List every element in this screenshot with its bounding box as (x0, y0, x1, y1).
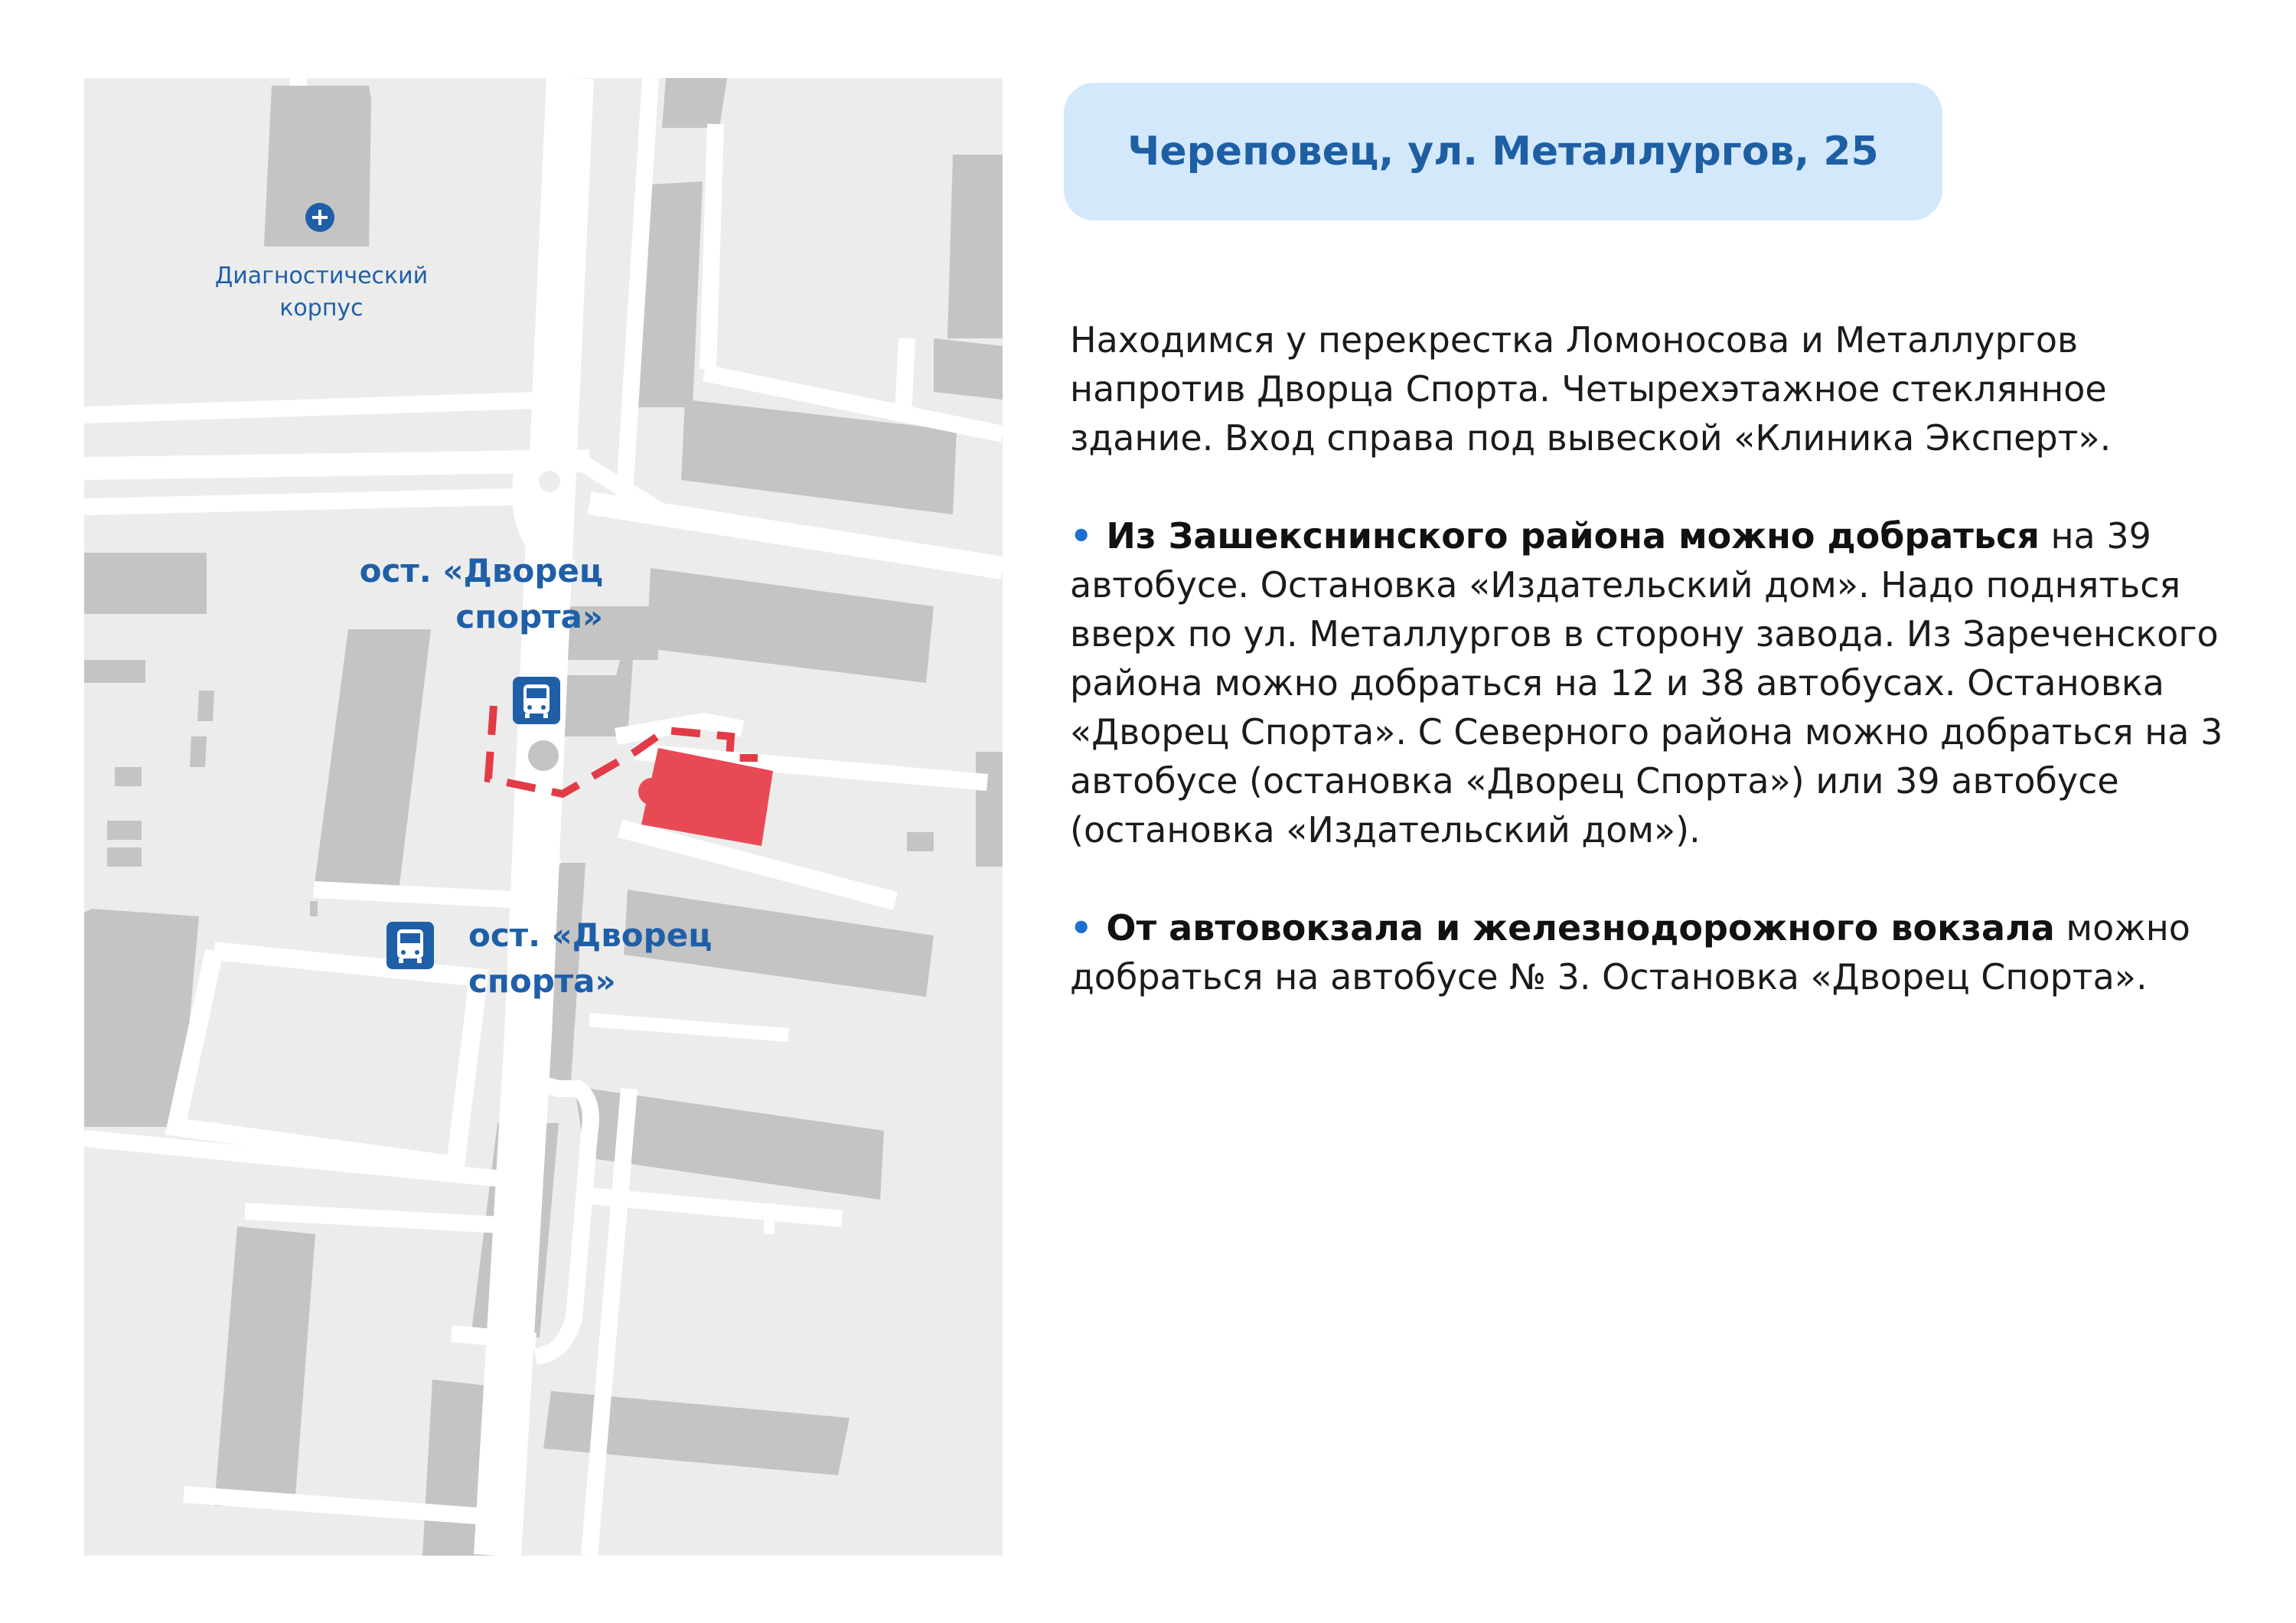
bullet-marker: • (1070, 515, 1093, 557)
address-pill (1064, 83, 1942, 220)
destination-marker (638, 778, 666, 805)
building (934, 338, 1003, 400)
stop-label-south-line2: спорта» (468, 962, 616, 1000)
bullet-marker: • (1070, 907, 1093, 949)
building (907, 832, 934, 851)
map-marker-dot (528, 740, 559, 771)
road (176, 951, 478, 1165)
bus-icon[interactable] (386, 922, 434, 969)
poi-label (214, 260, 429, 325)
road (245, 1211, 528, 1226)
building (310, 901, 318, 916)
directions-item-2-text: можно добраться на автобусе № 3. Остановка «Дворец Спорта». (1070, 907, 2190, 998)
road (84, 461, 589, 469)
directions-item-1 (1070, 511, 2249, 854)
building (190, 736, 207, 767)
building (84, 553, 207, 614)
building (947, 155, 1003, 338)
poi-label-line2: корпус (279, 295, 364, 322)
building (84, 660, 145, 683)
directions-text (1070, 315, 2249, 1050)
roundabout-island (539, 471, 560, 492)
building (115, 767, 142, 786)
building (314, 629, 431, 897)
building (197, 691, 214, 721)
building (214, 1226, 315, 1506)
address-title: Череповец, ул. Металлургов, 25 (1127, 129, 1879, 175)
road (903, 338, 907, 415)
directions-item-2-heading: От автовокзала и железнодорожного вокзала (1106, 907, 2055, 949)
road (452, 1334, 536, 1341)
road (543, 859, 559, 867)
road (314, 890, 543, 901)
stop-label-north-line1: ост. «Дворец (359, 552, 603, 589)
building (107, 821, 142, 840)
road (589, 1196, 842, 1219)
building (976, 752, 1003, 867)
medical-cross-icon[interactable] (305, 203, 334, 232)
directions-item-1-text: на 39 автобусе. Остановка «Издательский дом». Надо подняться вверх по ул. Металлургов в сторону завода. Из Зареченского района можно добраться на 12 и 38 автобусах. Остановка «Дворец Спорта». С Северного района можно добраться на 3 автобусе (остановка «Дворец Спорта») или 39 автобусе (остановка «Издательский дом»). (1070, 515, 2223, 851)
stop-label-north (343, 548, 603, 640)
stop-label-south-line1: ост. «Дворец (468, 916, 713, 954)
stop-label-south (468, 913, 759, 1004)
directions-item-1-heading: Из Зашекснинского района можно добраться (1106, 515, 2040, 557)
poi-label-line1: Диагностический (214, 263, 429, 289)
road (708, 124, 716, 369)
road (84, 400, 559, 415)
road (589, 1020, 788, 1035)
building (647, 568, 934, 683)
building (662, 78, 727, 128)
building (107, 847, 142, 867)
map[interactable] (84, 78, 1003, 1556)
intro-paragraph: Находимся у перекрестка Ломоносова и Металлургов напротив Дворца Спорта. Четырехэтажное стеклянное здание. Вход справа под вывеской «Клиника Эксперт». (1070, 319, 2112, 459)
bus-icon[interactable] (513, 677, 560, 724)
directions-item-2 (1070, 903, 2249, 1001)
road (84, 495, 574, 507)
stop-label-north-line2: спорта» (455, 598, 603, 635)
